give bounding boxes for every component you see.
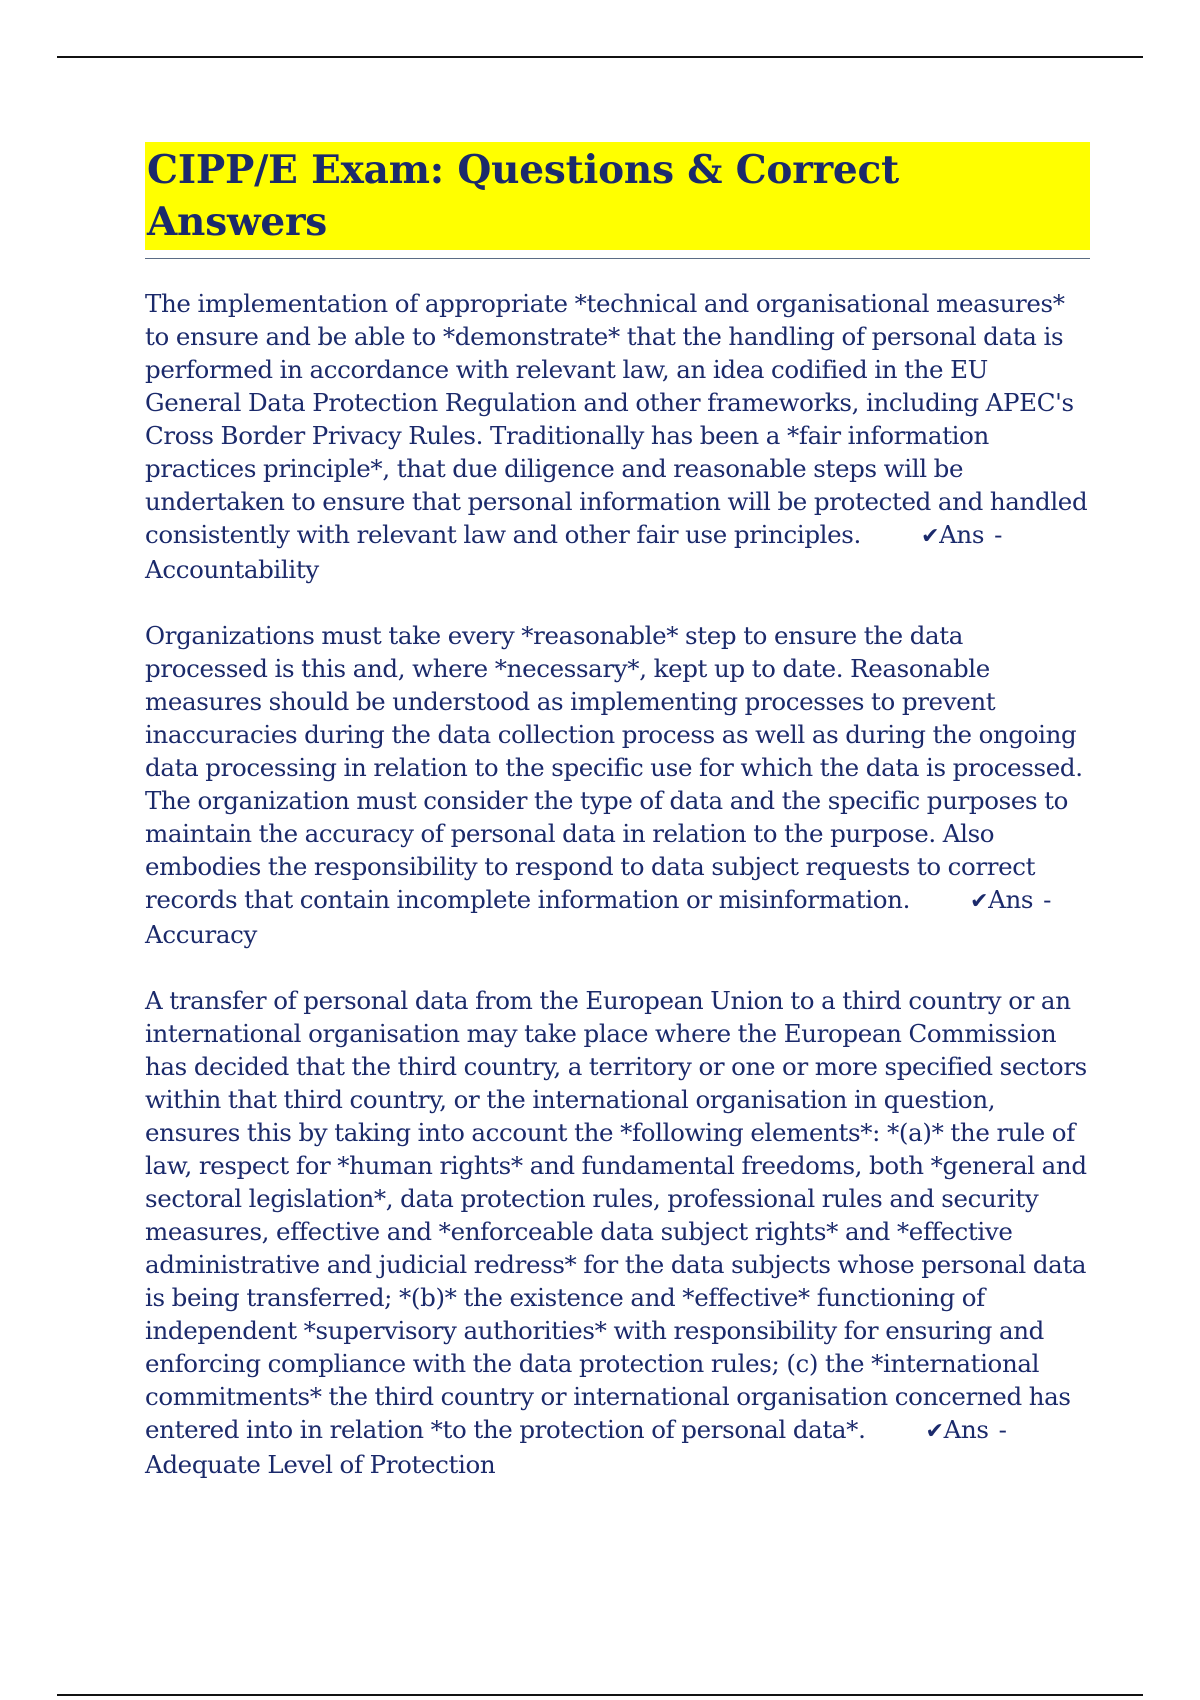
ans-dash: - — [998, 1415, 1007, 1444]
bottom-rule — [57, 1694, 1143, 1696]
answer-text: Adequate Level of Protection — [145, 1450, 496, 1479]
ans-label: Ans — [943, 1415, 989, 1444]
qa-item — [145, 984, 1090, 1481]
question-text: The implementation of appropriate *technical and organisational measures* to ensure and be able to *demonstrate* that the handling of personal data is performed in accordance with relevant law, an idea codified in the EU General Data Protection Regulation and other frameworks, including APEC's Cross Border Privacy Rules. Traditionally has been a *fair information practices principle*, that due diligence and reasonable steps will be undertaken to ensure that personal information will be protected and handled consistently with relevant law and other fair use principles. — [145, 289, 1088, 549]
title-block — [145, 142, 1090, 259]
ans-dash: - — [1043, 885, 1052, 914]
answer-text: Accountability — [145, 555, 319, 584]
ans-label: Ans — [988, 885, 1034, 914]
qa-item — [145, 619, 1090, 951]
top-rule — [57, 56, 1143, 58]
ans-label: Ans — [939, 520, 985, 549]
page-title: CIPP/E Exam: Questions & Correct Answers — [145, 142, 1090, 250]
checkmark-icon: ✔ — [970, 889, 989, 914]
question-text: Organizations must take every *reasonable* step to ensure the data processed is this and, where *necessary*, kept up to date. Reasonable measures should be understood as implementing processes to prevent inaccuracies during the data collection process as well as during the ongoing data processing in relation to the specific use for which the data is processed. The organization must consider the type of data and the specific purposes to maintain the accuracy of personal data in relation to the purpose. Also embodies the responsibility to respond to data subject requests to correct records that contain incomplete information or misinformation. — [145, 621, 1083, 914]
document-body — [145, 142, 1090, 1514]
qa-item — [145, 287, 1090, 586]
question-text: A transfer of personal data from the European Union to a third country or an international organisation may take place where the European Commission has decided that the third country, a territory or one or more specified sectors within that third country, or the international organisation in question, ensures this by taking into account the *following elements*: *(a)* the rule of law, respect for *human rights* and fundamental freedoms, both *general and sectoral legislation*, data protection rules, professional rules and security measures, effective and *enforceable data subject rights* and *effective administrative and judicial redress* for the data subjects whose personal data is being transferred; *(b)* the existence and *effective* functioning of independent *supervisory authorities* with responsibility for ensuring and enforcing compliance with the data protection rules; (c) the *international commitments* the third country or international organisation concerned has entered into in relation *to the protection of personal data*. — [145, 986, 1087, 1444]
ans-dash: - — [994, 520, 1002, 549]
checkmark-icon: ✔ — [925, 1419, 944, 1444]
answer-text: Accuracy — [145, 920, 257, 949]
checkmark-icon: ✔ — [920, 524, 940, 549]
